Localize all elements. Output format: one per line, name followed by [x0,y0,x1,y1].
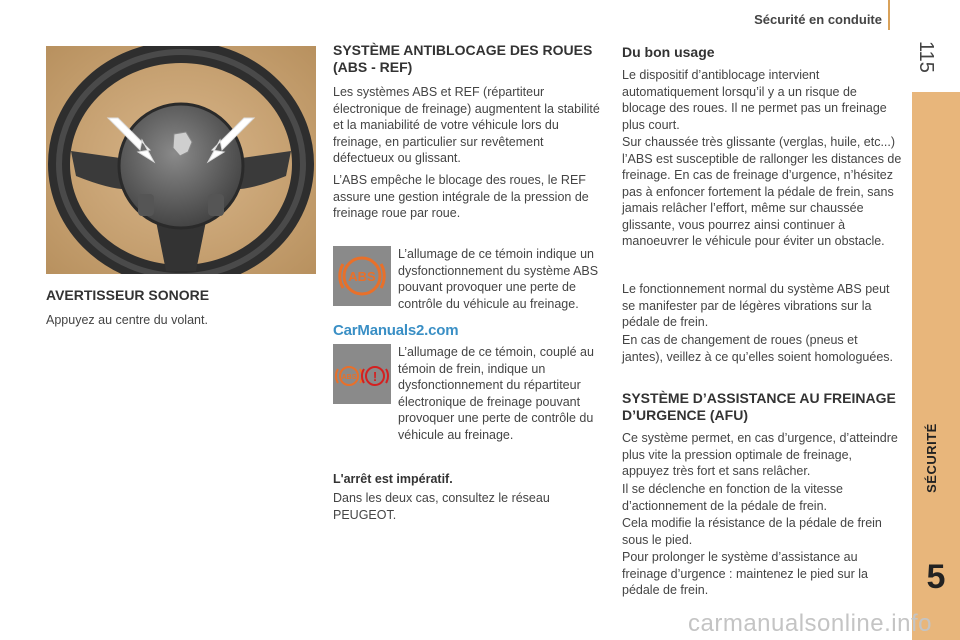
afu-heading: SYSTÈME D’ASSISTANCE AU FREINAGE D’URGENCE (AFU) [622,390,896,423]
steering-wheel-photo [46,46,316,274]
good-use-paragraph-2: Sur chaussée très glissante (verglas, huile, etc...) l’ABS est susceptible de rallonger les distances de freinage. En cas de freinage d’urgence, n’hésitez pas à enfoncer fortement la pédale de frein, sans jamais relâcher l’effort, même sur chaussée glissante, vous pourrez ainsi continuer à manoeuvrer le véhicule pour éviter un obstacle. [622,135,902,248]
horn-heading: AVERTISSEUR SONORE [46,287,210,303]
good-use-paragraph-1: Le dispositif d’antiblocage intervient automatiquement lorsqu’il y a un risque de blocage des roues. Il ne permet pas un freinage plus court. [622,68,887,132]
chapter-tab-label: SÉCURITÉ [924,423,939,493]
ref-warning-lights-image [333,344,391,404]
header-divider [888,0,890,30]
good-use-paragraph-4: En cas de changement de roues (pneus et jantes), veillez à ce qu’elles soient homologuées. [622,333,893,364]
ref-warning-text: L’allumage de ce témoin, couplé au témoin de frein, indique un dysfonctionnement du répartiteur électronique de freinage pouvant provoquer une perte de contrôle du véhicule au freinage. [398,345,594,442]
afu-paragraph-4: Pour prolonger le système d’assistance au freinage d’urgence : maintenez le pied sur la pédale de frein. [622,550,868,597]
abs-small-icon: ABS [341,374,357,381]
carmanuals-watermark: CarManuals2.com [333,322,459,339]
abs-icon: ABS [348,269,376,284]
afu-paragraph-3: Cela modifie la résistance de la pédale de frein sous le pied. [622,516,882,547]
brake-warning-icon: ! [372,369,378,384]
afu-paragraph-1: Ce système permet, en cas d’urgence, d’atteindre plus vite la pression optimale de freinage, appuyez très fort et sans relâcher. [622,431,898,478]
abs-warning-light-image [333,246,391,306]
good-use-paragraph-3: Le fonctionnement normal du système ABS peut se manifester par de légères vibrations sur la pédale de frein. [622,282,890,329]
horn-text: Appuyez au centre du volant. [46,313,208,327]
footer-watermark: carmanualsonline.info [688,610,932,637]
good-use-heading: Du bon usage [622,44,715,60]
abs-paragraph-1: Les systèmes ABS et REF (répartiteur électronique de freinage) augmentent la stabilité et la maniabilité de votre véhicule lors du freinage, en particulier sur revêtement défectueux ou glissant. [333,85,600,165]
afu-paragraph-2: Il se déclenche en fonction de la vitesse d’actionnement de la pédale de frein. [622,482,843,513]
abs-warning-text: L’allumage de ce témoin indique un dysfonctionnement du système ABS pouvant provoquer une perte de contrôle du véhicule au freinage. [398,247,599,311]
page-number: 115 [915,41,937,73]
abs-paragraph-2: L’ABS empêche le blocage des roues, le REF assure une gestion intégrale de la pression de freinage roue par roue. [333,173,589,220]
chapter-number: 5 [926,558,946,596]
section-title: Sécurité en conduite [754,12,882,27]
stop-imperative-heading: L'arrêt est impératif. [333,472,453,486]
stop-imperative-text: Dans les deux cas, consultez le réseau PEUGEOT. [333,491,550,522]
abs-heading: SYSTÈME ANTIBLOCAGE DES ROUES (ABS - REF) [333,42,593,75]
